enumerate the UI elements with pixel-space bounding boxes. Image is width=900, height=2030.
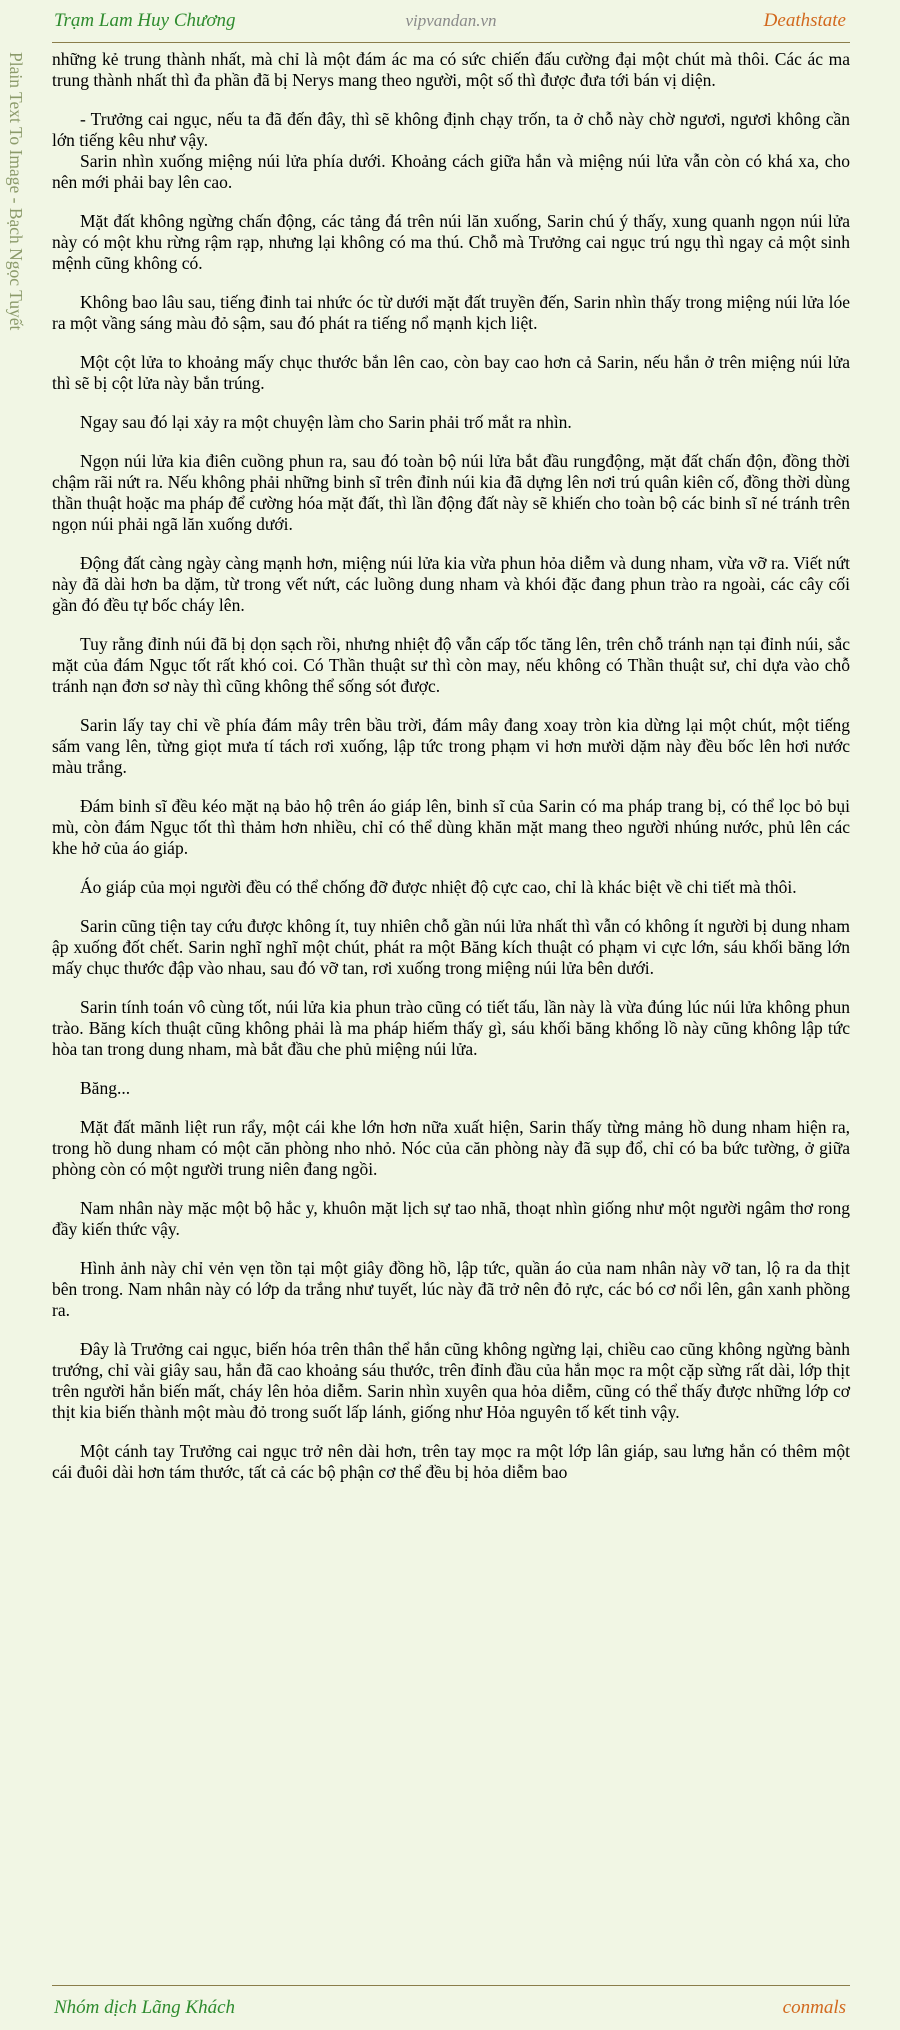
paragraph: Nam nhân này mặc một bộ hắc y, khuôn mặt lịch sự tao nhã, thoạt nhìn giống như một người ngâm thơ rong đầy kiến thức vậy. <box>52 1198 850 1239</box>
paragraph: Một cột lửa to khoảng mấy chục thước bắn lên cao, còn bay cao hơn cả Sarin, nếu hắn ở trên miệng núi lửa thì sẽ bị cột lửa này bắn trúng. <box>52 352 850 393</box>
story-text <box>52 49 850 1501</box>
paragraph: Tuy rằng đỉnh núi đã bị dọn sạch rồi, nhưng nhiệt độ vẫn cấp tốc tăng lên, trên chỗ tránh nạn tại đỉnh núi, sắc mặt của đám Ngục tốt rất khó coi. Có Thần thuật sư thì còn may, nếu không có Thần thuật sư, chỉ dựa vào chỗ tránh nạn đơn sơ này thì cũng không thể sống sót được. <box>52 634 850 696</box>
paragraph: Ngọn núi lửa kia điên cuồng phun ra, sau đó toàn bộ núi lửa bắt đầu rungđộng, mặt đất chấn độn, đồng thời chậm rãi nứt ra. Nếu không phải những binh sĩ trên đỉnh núi kia đã dựng lên nơi trú quân kiên cố, đồng thời dùng thần thuật hoặc ma pháp để cường hóa mặt đất, thì lần động đất này sẽ khiến cho toàn bộ các binh sĩ né tránh trên ngọn núi phải ngã lăn xuống dưới. <box>52 451 850 534</box>
paragraph: Sarin tính toán vô cùng tốt, núi lửa kia phun trào cũng có tiết tấu, lần này là vừa đúng lúc núi lửa không phun trào. Băng kích thuật cũng không phải là ma pháp hiếm thấy gì, sáu khối băng khổng lồ này cũng không lập tức hòa tan trong dung nham, mà bắt đầu che phủ miệng núi lửa. <box>52 997 850 1059</box>
paragraph: Mặt đất mãnh liệt run rẩy, một cái khe lớn hơn nữa xuất hiện, Sarin thấy từng mảng hồ dung nham hiện ra, trong hồ dung nham có một căn phòng nho nhỏ. Nóc của căn phòng này đã sụp đổ, chỉ có ba bức tường, ở giữa phòng còn có một người trung niên đang ngồi. <box>52 1117 850 1179</box>
paragraph: - Trưởng cai ngục, nếu ta đã đến đây, thì sẽ không định chạy trốn, ta ở chỗ này chờ ngươi, ngươi không cần lớn tiếng kêu như vậy. <box>52 109 850 150</box>
paragraph: Đây là Trưởng cai ngục, biến hóa trên thân thể hắn cũng không ngừng lại, chiều cao cũng không ngừng bành trướng, chỉ vài giây sau, hắn đã cao khoảng sáu thước, trên đỉnh đầu của hắn mọc ra một cặp sừng rất dài, lớp thịt trên người hắn biến mất, cháy lên hỏa diễm. Sarin nhìn xuyên qua hỏa diễm, cũng có thể thấy được những lớp cơ thịt kia biến thành một màu đỏ trong suốt lấp lánh, giống như Hỏa nguyên tố kết tinh vậy. <box>52 1339 850 1422</box>
paragraph: Động đất càng ngày càng mạnh hơn, miệng núi lửa kia vừa phun hỏa diễm và dung nham, vừa vỡ ra. Viết nứt này đã dài hơn ba dặm, từ trong vết nứt, các luồng dung nham và khói đặc đang phun trào ra ngoài, các cây cối gần đó đều tự bốc cháy lên. <box>52 553 850 615</box>
vertical-watermark <box>0 52 44 452</box>
paragraph: Đám binh sĩ đều kéo mặt nạ bảo hộ trên áo giáp lên, binh sĩ của Sarin có ma pháp trang bị, có thể lọc bỏ bụi mù, còn đám Ngục tốt thì thảm hơn nhiều, chỉ có thể dùng khăn mặt mang theo người nhúng nước, phủ lên các khe hở của áo giáp. <box>52 796 850 858</box>
paragraph: Băng... <box>80 1078 131 1098</box>
page-header <box>52 0 850 43</box>
paragraph: Sarin cũng tiện tay cứu được không ít, tuy nhiên chỗ gần núi lửa nhất thì vẫn có không ít người bị dung nham ập xuống đốt chết. Sarin nghĩ nghĩ một chút, phát ra một Băng kích thuật có phạm vi cực lớn, sáu khối băng lớn mấy chục thước đập vào nhau, sau đó vỡ tan, rơi xuống trong miệng núi lửa bên dưới. <box>52 916 850 978</box>
paragraph: Ngay sau đó lại xảy ra một chuyện làm cho Sarin phải trố mắt ra nhìn. <box>80 412 572 432</box>
paragraph: Sarin nhìn xuống miệng núi lửa phía dưới. Khoảng cách giữa hắn và miệng núi lửa vẫn còn có khá xa, cho nên mới phải bay lên cao. <box>52 151 850 192</box>
paragraph: Không bao lâu sau, tiếng đinh tai nhức óc từ dưới mặt đất truyền đến, Sarin nhìn thấy trong miệng núi lửa lóe ra một vầng sáng màu đỏ sậm, sau đó phát ra tiếng nổ mạnh kịch liệt. <box>52 292 850 333</box>
header-site-name: vipvandan.vn <box>405 11 497 30</box>
paragraph: Hình ảnh này chỉ vẻn vẹn tồn tại một giây đồng hồ, lập tức, quần áo của nam nhân này vỡ tan, lộ ra da thịt bên trong. Nam nhân này có lớp da trắng như tuyết, lúc này đã trở nên đỏ rực, các bó cơ nổi lên, gân xanh phồng ra. <box>52 1258 850 1320</box>
paragraph: Áo giáp của mọi người đều có thể chống đỡ được nhiệt độ cực cao, chỉ là khác biệt về chi tiết mà thôi. <box>80 877 797 897</box>
page-footer <box>52 1985 850 2030</box>
paragraph: Mặt đất không ngừng chấn động, các tảng đá trên núi lăn xuống, Sarin chú ý thấy, xung quanh ngọn núi lửa này có một khu rừng rậm rạp, nhưng lại không có ma thú. Chỗ mà Trưởng cai ngục trú ngụ thì ngay cả một sinh mệnh cũng không có. <box>52 211 850 273</box>
paragraph: những kẻ trung thành nhất, mà chỉ là một đám ác ma có sức chiến đấu cường đại một chút mà thôi. Các ác ma trung thành nhất thì đa phần đã bị Nerys mang theo người, một số thì được đưa tới bán vị diện. <box>52 49 850 90</box>
paragraph: Một cánh tay Trưởng cai ngục trở nên dài hơn, trên tay mọc ra một lớp lân giáp, sau lưng hắn có thêm một cái đuôi dài hơn tám thước, tất cả các bộ phận cơ thể đều bị hỏa diễm bao <box>52 1441 850 1482</box>
header-translator-title: Trạm Lam Huy Chương <box>54 10 236 31</box>
footer-group-name: Nhóm dịch Lãng Khách <box>54 1997 236 2018</box>
footer-editor-name: conmals <box>782 1997 846 2018</box>
vertical-watermark-text: Plain Text To Image - Bạch Ngọc Tuyết <box>6 52 26 331</box>
header-book-title: Deathstate <box>763 10 846 31</box>
paragraph: Sarin lấy tay chỉ về phía đám mây trên bầu trời, đám mây đang xoay tròn kia dừng lại một chút, một tiếng sấm vang lên, từng giọt mưa tí tách rơi xuống, lập tức trong phạm vi hơn mười dặm này đều bốc lên hơi nước màu trắng. <box>52 715 850 777</box>
